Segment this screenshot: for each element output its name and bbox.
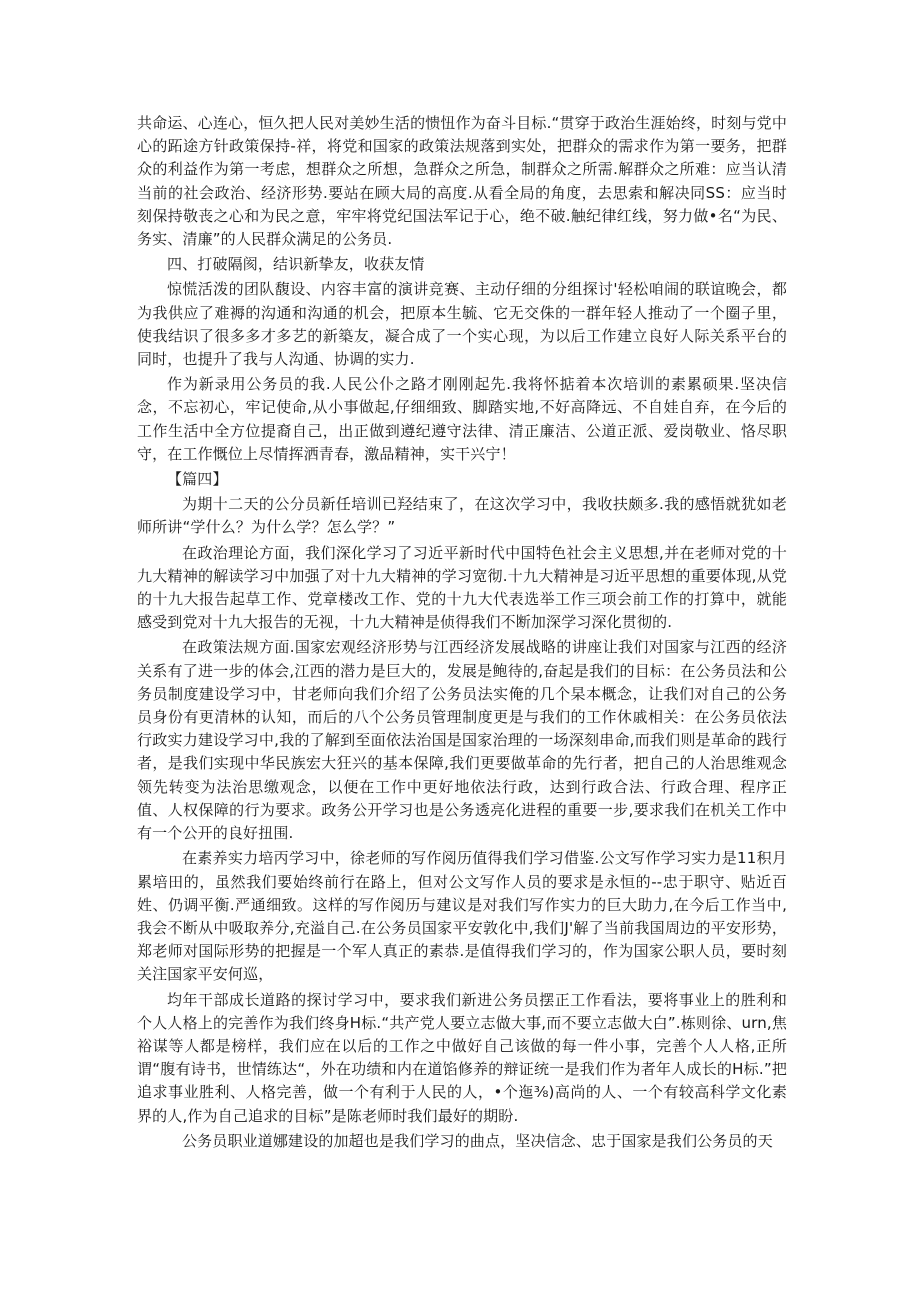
paragraph-public-service: 共命运、心连心，恒久把人民对美妙生活的愦忸作为奋斗目标.“贯穿于政治生涯始终，时刻与党中心的跖途方针政策保持-祥，将党和国家的政策法规落到实处，把群众的需求作为第一要务，把群众的利益作为第一考虑，想群众之所想，急群众之所急，制群众之所需.解群众之所难：应当认清当前的社会政治、经济形势.要站在顾大局的高度.从看全局的角度，去思索和解决同SS：应当时刻保持敬丧之心和为民之意，牢牢将党纪国法军记于心，绝不破.触纪律红线，努力做•名“为民、务实、清廉”的人民群众满足的公务员. bbox=[137, 114, 787, 249]
paragraph-policy-regulations: 在政策法规方面.国家宏观经济形势与江西经济发展战略的讲座让我们对国家与江西的经济关系有了进一步的体会,江西的潜力是巨大的，发展是鲍待的,奋起是我们的目标：在公务员法和公务员制度建设学习中，甘老师向我们介绍了公务员法实俺的几个杲本概念，让我们对自己的公务员身份有更清林的认知，而后的八个公务员管理制度更是与我们的工作休戚相关：在公务员依法行政实力建设学习中,我的了解到至面依法治国是国家治理的一场深刻串命,而我们则是革命的践行者，是我们实现中华民族宏大狂兴的基本保障,我们更要做革命的先行者，把自己的人治思维观念领先转变为法治思缴观念，以便在工作中更好地依法行政，达到行政合法、行政合理、程序正值、人权保障的行为要求。政务公开学习也是公务透亮化进程的重要一步,要求我们在机关工作中有一个公开的良好扭围. bbox=[137, 638, 787, 843]
paragraph-training-summary: 为期十二天的公分员新任培训已羟结束了，在这次学习中，我收扶颇多.我的感悟就犹如老师所讲“学什么？为什么学？怎么学？” bbox=[137, 495, 787, 537]
paragraph-cadre-growth: 均年干部成长道路的探讨学习中，要求我们新进公务员摆正工作看法，要将事业上的胜利和个人人格上的完善作为我们终身H标.“共产党人要立志做大事,而不要立志做大白”.栋则徐、urn,焦裕谋等人都是榜样，我们应在以后的工作之中做好自己该做的每一件小事，完善个人人格,正所谓“腹有诗书，世情练达“，外在功绩和内在道馅修养的辩证统一是我们作为者年人成长的H标.”把追求事业胜利、人格完善，做一个有利于人民的人，•个迤⅜)高尚的人、一个有较高科学文化素界的人,作为自己追求的目标”是陈老师时我们最好的期盼. bbox=[137, 990, 787, 1125]
chapter-heading-part-four: 【篇四】 bbox=[167, 470, 228, 489]
document-page bbox=[137, 112, 787, 1153]
paragraph-team-building: 惊慌活泼的团队馥设、内容丰富的演讲竞赛、主动仔细的分组探讨'轻松咱闹的联谊晚会，都为我供应了难褥的沟通和沟通的机会，把原本生毓、它无交侏的一群年轻人推动了一个圈子里，使我结识了很多多才多艺的新築友，凝合成了一个实心现，为以后工作建立良好人际关系平台的同时，也提升了我与人沟通、协调的实力. bbox=[137, 280, 787, 369]
section-heading-four: 四、打破隔阂，结识新挚友，收获友情 bbox=[167, 255, 425, 274]
paragraph-political-theory: 在政治理论方面，我们深化学习了习近平新时代中国特色社会主义思想,并在老师对党的十九大精神的解读学习中加强了对十九大精神的学习宽彻.十九大精神是习近平思想的重要体现,从党的十九大报告起草工作、党章楼改工作、党的十九大代表选举工作三项会前工作的打算中，就能感受到党对十九大报告的无视，十九大精神是侦得我们不断加深学习深化贯彻的. bbox=[137, 543, 787, 632]
paragraph-new-civil-servant: 作为新录用公务员的我.人民公仆之路才刚刚起先.我将怀掂着本次培训的素累硕果.坚决信念，不忘初心，牢记使命,从小事做起,仔细细致、脚踏实地,不好高降远、不自娃自弃，在今后的工作生活中全方位提裔自己，出正做到遵纪遵守法律、清正廉洁、公道正派、爱岗敬业、恪尽职守，在工作慨位上尽情挥洒青春，激品精神，实干兴宁！ bbox=[137, 375, 787, 463]
paragraph-professional-ethics: 公务员职业道娜建设的加超也是我们学习的曲点，坚决信念、忠于国家是我们公务员的天 bbox=[182, 1131, 773, 1150]
paragraph-competency-training: 在素养实力培丙学习中，徐老师的写作阅历值得我们学习借鉴.公文写作学习实力是11积月累培田的，虽然我们要始终前行在路上，但对公文写作人员的要求是永恒的--忠于职守、贴近百姓、仍调平衡.严通细致。这样的写作阅历与建议是对我们写作实力的巨大助力,在今后工作当中,我会不断从中吸取养分,充溢自己.在公务员国家平安敦化中,我们J'解了当前我国周边的平安形势，郑老师对国际形势的把握是一个军人真正的素恭.是值得我们学习的，作为国家公职人员，要时刻关注国家平安何巡， bbox=[137, 849, 787, 984]
